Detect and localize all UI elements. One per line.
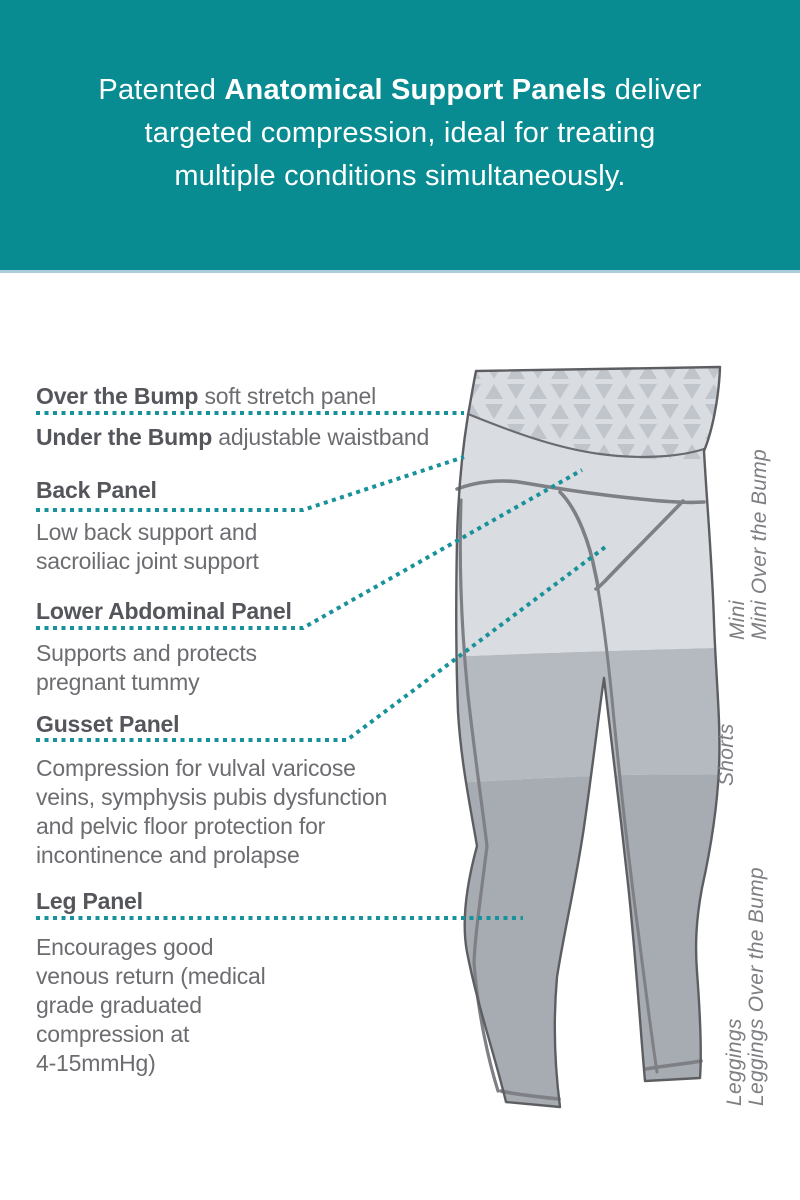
label-leg-desc — [36, 933, 266, 1078]
panel-desc-line: incontinence and prolapse — [36, 842, 300, 868]
panel-desc-line: grade graduated — [36, 992, 202, 1018]
label-gusset-desc — [36, 754, 387, 870]
label-back-panel — [36, 476, 157, 504]
size-label-line: Leggings Over the Bump — [745, 867, 768, 1106]
size-label-leggings — [724, 867, 768, 1106]
panel-title-bold: Under the Bump — [36, 424, 213, 450]
panel-desc-line: Low back support and — [36, 519, 258, 545]
size-label-line: Shorts — [715, 723, 738, 786]
size-label-line: Leggings — [723, 1018, 746, 1106]
panel-desc-line: veins, symphysis pubis dysfunction — [36, 784, 388, 810]
size-label-mini — [727, 449, 771, 640]
panel-title-rest: adjustable waistband — [212, 424, 430, 450]
garment-zones — [420, 350, 760, 1140]
header-text-bold: Anatomical Support Panels — [224, 73, 607, 106]
size-label-line: Mini — [726, 600, 749, 640]
label-gusset-panel — [36, 710, 179, 738]
size-label-shorts — [716, 724, 738, 787]
panel-desc-line: Encourages good — [36, 934, 214, 960]
label-under-the-bump — [36, 423, 429, 451]
header-text-post: deliver — [606, 73, 702, 106]
panel-title — [36, 423, 429, 451]
panel-title: Gusset Panel — [36, 711, 180, 737]
size-label-line: Mini Over the Bump — [748, 449, 771, 640]
panel-title-rest: soft stretch panel — [198, 383, 377, 409]
label-back-panel-desc — [36, 518, 259, 576]
panel-desc-line: venous return (medical — [36, 963, 266, 989]
header-line-2: targeted compression, ideal for treating — [144, 116, 656, 149]
label-leg-panel — [36, 887, 143, 915]
zone-leggings — [420, 774, 760, 1140]
panel-title: Back Panel — [36, 477, 157, 503]
label-over-the-bump — [36, 382, 376, 410]
panel-desc-line: pregnant tummy — [36, 669, 200, 695]
panel-title — [36, 382, 376, 410]
panel-desc-line: Compression for vulval varicose — [36, 755, 356, 781]
panel-title-bold: Over the Bump — [36, 383, 199, 409]
panel-title: Lower Abdominal Panel — [36, 598, 292, 624]
label-lower-abdominal-desc — [36, 639, 257, 697]
panel-desc-line: compression at — [36, 1021, 190, 1047]
header-line-3: multiple conditions simultaneously. — [174, 159, 626, 192]
panel-desc-line: and pelvic floor protection for — [36, 813, 326, 839]
panel-desc-line: sacroiliac joint support — [36, 548, 259, 574]
label-lower-abdominal-panel — [36, 597, 292, 625]
panel-desc-line: Supports and protects — [36, 640, 257, 666]
header-text-pre: Patented — [98, 73, 225, 106]
panel-title: Leg Panel — [36, 888, 143, 914]
panel-desc-line: 4-15mmHg) — [36, 1050, 156, 1076]
